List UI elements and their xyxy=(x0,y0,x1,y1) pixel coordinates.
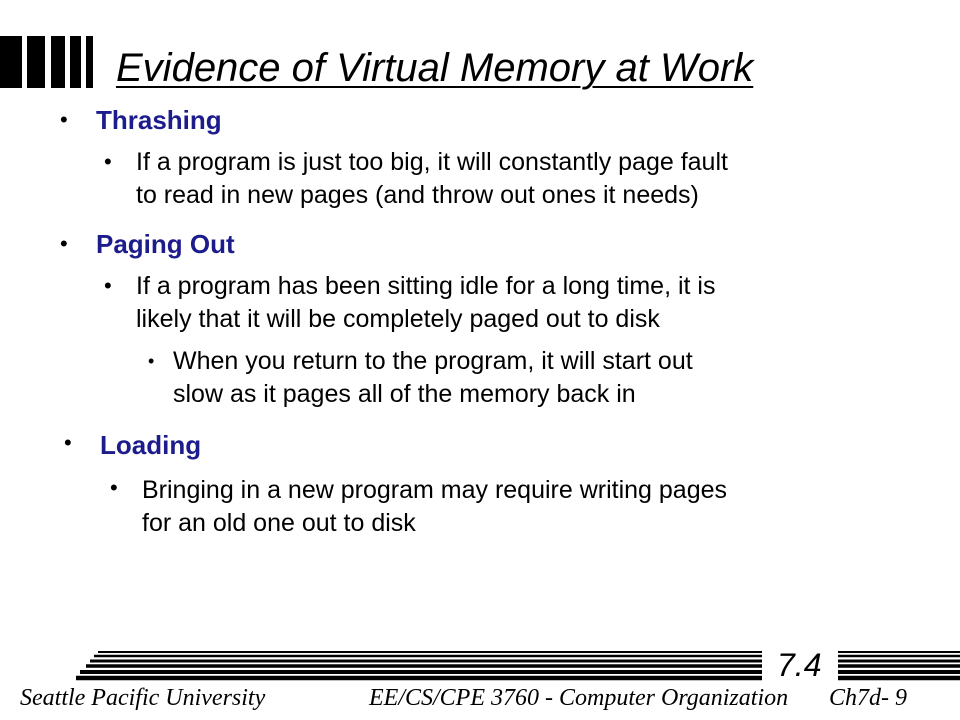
bullet-heading-loading: Loading xyxy=(100,430,202,460)
bullet-subtext-paging-out: When you return to the program, it will start out slow as it pages all of the memory back in xyxy=(173,347,693,408)
bullet-dot-paging-out: • xyxy=(60,231,68,256)
footer-page-number: Ch7d- 9 xyxy=(829,685,907,711)
footer-course: EE/CS/CPE 3760 - Computer Organization xyxy=(369,685,789,711)
bullet-text-paging-out: If a program has been sitting idle for a long time, it is likely that it will be completely paged out to disk xyxy=(136,272,716,333)
subbullet-dot: • xyxy=(104,149,112,174)
bullet-heading-thrashing: Thrashing xyxy=(96,105,222,135)
bullet-heading-paging-out: Paging Out xyxy=(96,229,235,259)
subsubbullet-dot: • xyxy=(148,351,155,371)
bullet-text-thrashing: If a program is just too big, it will constantly page fault to read in new pages (and throw out ones it needs) xyxy=(136,148,728,209)
footer-institution: Seattle Pacific University xyxy=(20,685,266,711)
section-number: 7.4 xyxy=(777,647,822,683)
bullet-text-loading: Bringing in a new program may require writing pages for an old one out to disk xyxy=(142,476,728,537)
slide-title: Evidence of Virtual Memory at Work xyxy=(116,46,754,90)
subbullet-dot: • xyxy=(110,475,118,500)
subbullet-dot: • xyxy=(104,273,112,298)
bullet-dot-loading: • xyxy=(64,430,72,455)
bullet-dot-thrashing: • xyxy=(60,107,68,132)
